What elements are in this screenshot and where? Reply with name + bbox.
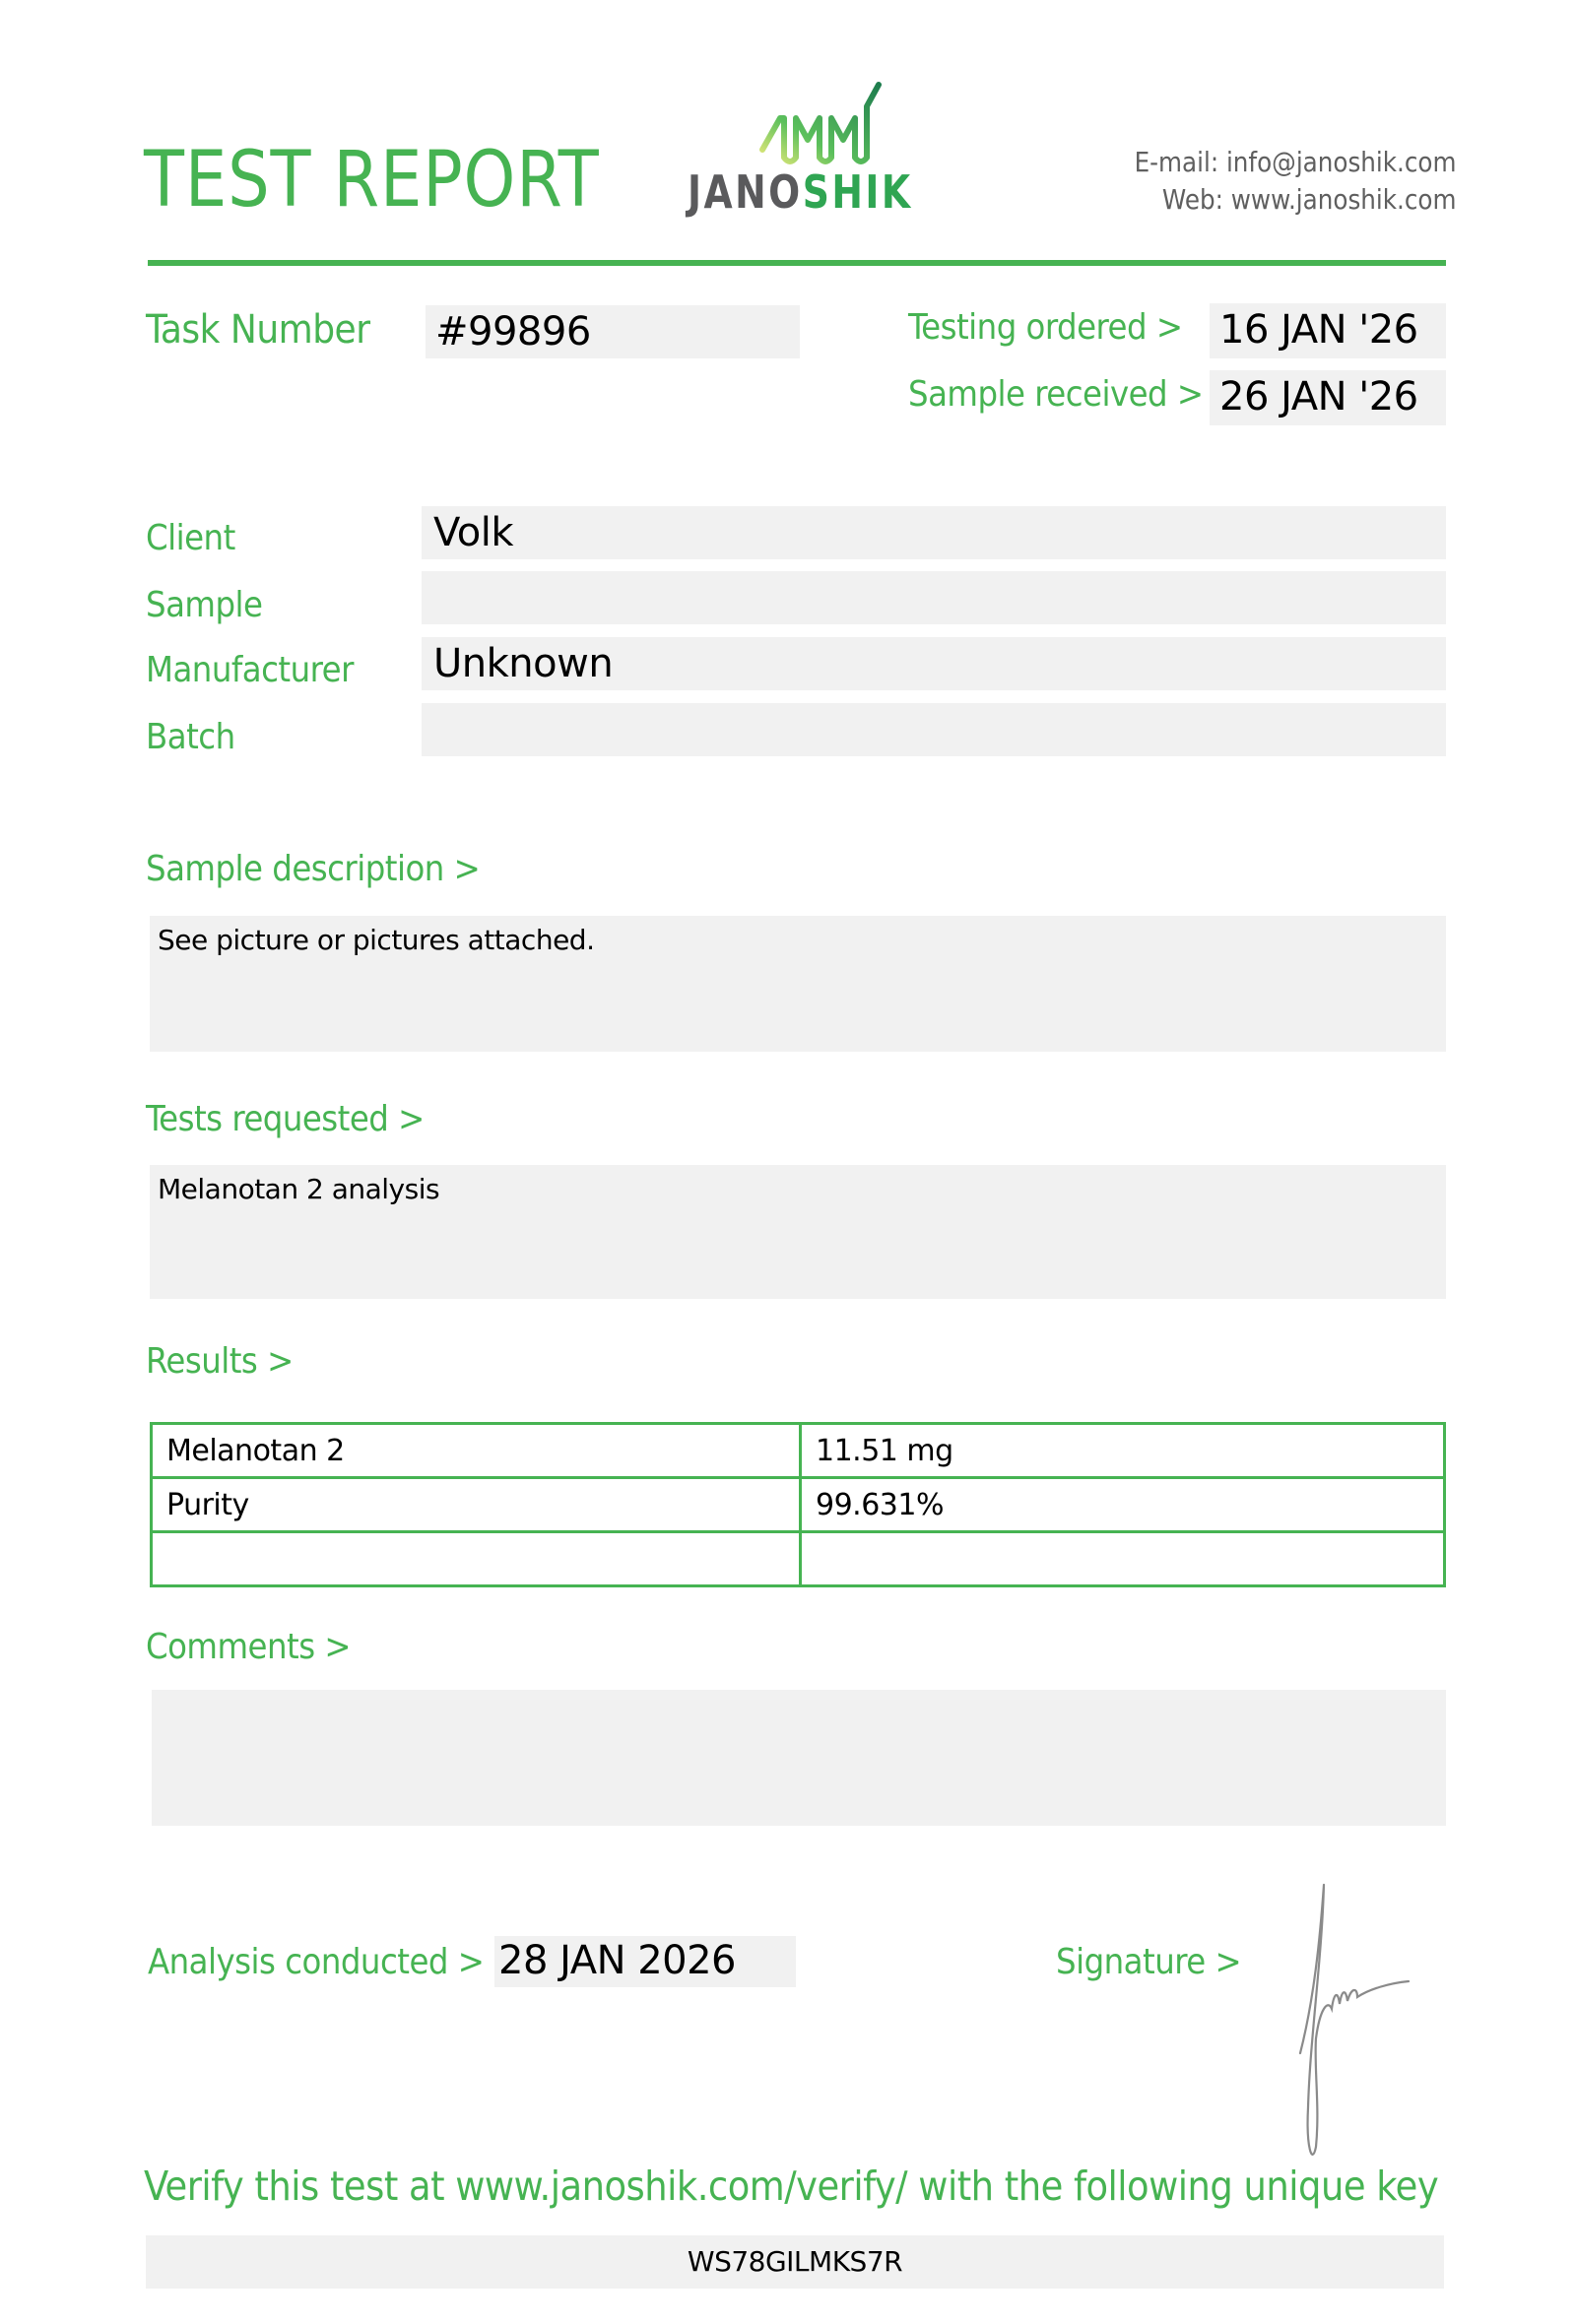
result-name: Purity xyxy=(152,1478,801,1532)
sample-received-field xyxy=(1210,370,1446,425)
verify-key-field xyxy=(146,2235,1444,2289)
analysis-conducted-value: 28 JAN 2026 xyxy=(498,1938,737,1983)
client-value: Volk xyxy=(433,510,514,555)
tests-requested-value: Melanotan 2 analysis xyxy=(158,1173,440,1205)
testing-ordered-field xyxy=(1210,303,1446,358)
manufacturer-label: Manufacturer xyxy=(146,650,354,690)
tests-requested-label: Tests requested > xyxy=(146,1099,425,1139)
task-number-value: #99896 xyxy=(435,309,591,355)
result-value xyxy=(801,1532,1445,1586)
analysis-conducted-field xyxy=(494,1936,796,1987)
manufacturer-field xyxy=(422,637,1446,690)
signature-label: Signature > xyxy=(1056,1942,1242,1982)
sample-description-value: See picture or pictures attached. xyxy=(158,924,595,956)
verify-key-value[interactable]: WS78GILMKS7R xyxy=(687,2245,903,2278)
header-divider xyxy=(148,260,1446,266)
result-value: 99.631% xyxy=(801,1478,1445,1532)
batch-field xyxy=(422,703,1446,756)
sample-received-value: 26 JAN '26 xyxy=(1219,374,1418,420)
result-name: Melanotan 2 xyxy=(152,1424,801,1478)
sample-description-label: Sample description > xyxy=(146,849,481,889)
contact-email[interactable]: E-mail: info@janoshik.com xyxy=(1134,146,1456,178)
table-row xyxy=(152,1478,1445,1532)
chart-peaks-logo-icon xyxy=(682,79,918,167)
batch-label: Batch xyxy=(146,717,235,757)
sample-received-label: Sample received > xyxy=(908,374,1204,415)
sample-field xyxy=(422,571,1446,624)
comments-box xyxy=(152,1690,1446,1826)
contact-web[interactable]: Web: www.janoshik.com xyxy=(1161,183,1456,216)
tests-requested-box xyxy=(150,1165,1446,1299)
analysis-conducted-label: Analysis conducted > xyxy=(148,1942,485,1982)
result-name xyxy=(152,1532,801,1586)
results-table xyxy=(150,1422,1446,1587)
testing-ordered-value: 16 JAN '26 xyxy=(1219,307,1418,353)
task-number-field xyxy=(426,305,800,358)
client-field xyxy=(422,506,1446,559)
testing-ordered-label: Testing ordered > xyxy=(908,307,1183,348)
table-row xyxy=(152,1424,1445,1478)
manufacturer-value: Unknown xyxy=(433,641,614,686)
verify-instructions: Verify this test at www.janoshik.com/verify/ with the following unique key xyxy=(144,2163,1439,2210)
sample-label: Sample xyxy=(146,585,263,625)
comments-label: Comments > xyxy=(146,1627,351,1667)
client-label: Client xyxy=(146,518,235,558)
sample-description-box xyxy=(150,916,1446,1052)
logo-wordmark: JANOSHIK xyxy=(688,165,913,219)
handwritten-signature-icon xyxy=(1280,1881,1418,2166)
janoshik-logo xyxy=(682,79,918,226)
report-title: TEST REPORT xyxy=(144,136,600,225)
task-number-label: Task Number xyxy=(146,307,370,353)
results-label: Results > xyxy=(146,1341,294,1382)
contact-info xyxy=(1134,144,1456,219)
table-row xyxy=(152,1532,1445,1586)
result-value: 11.51 mg xyxy=(801,1424,1445,1478)
